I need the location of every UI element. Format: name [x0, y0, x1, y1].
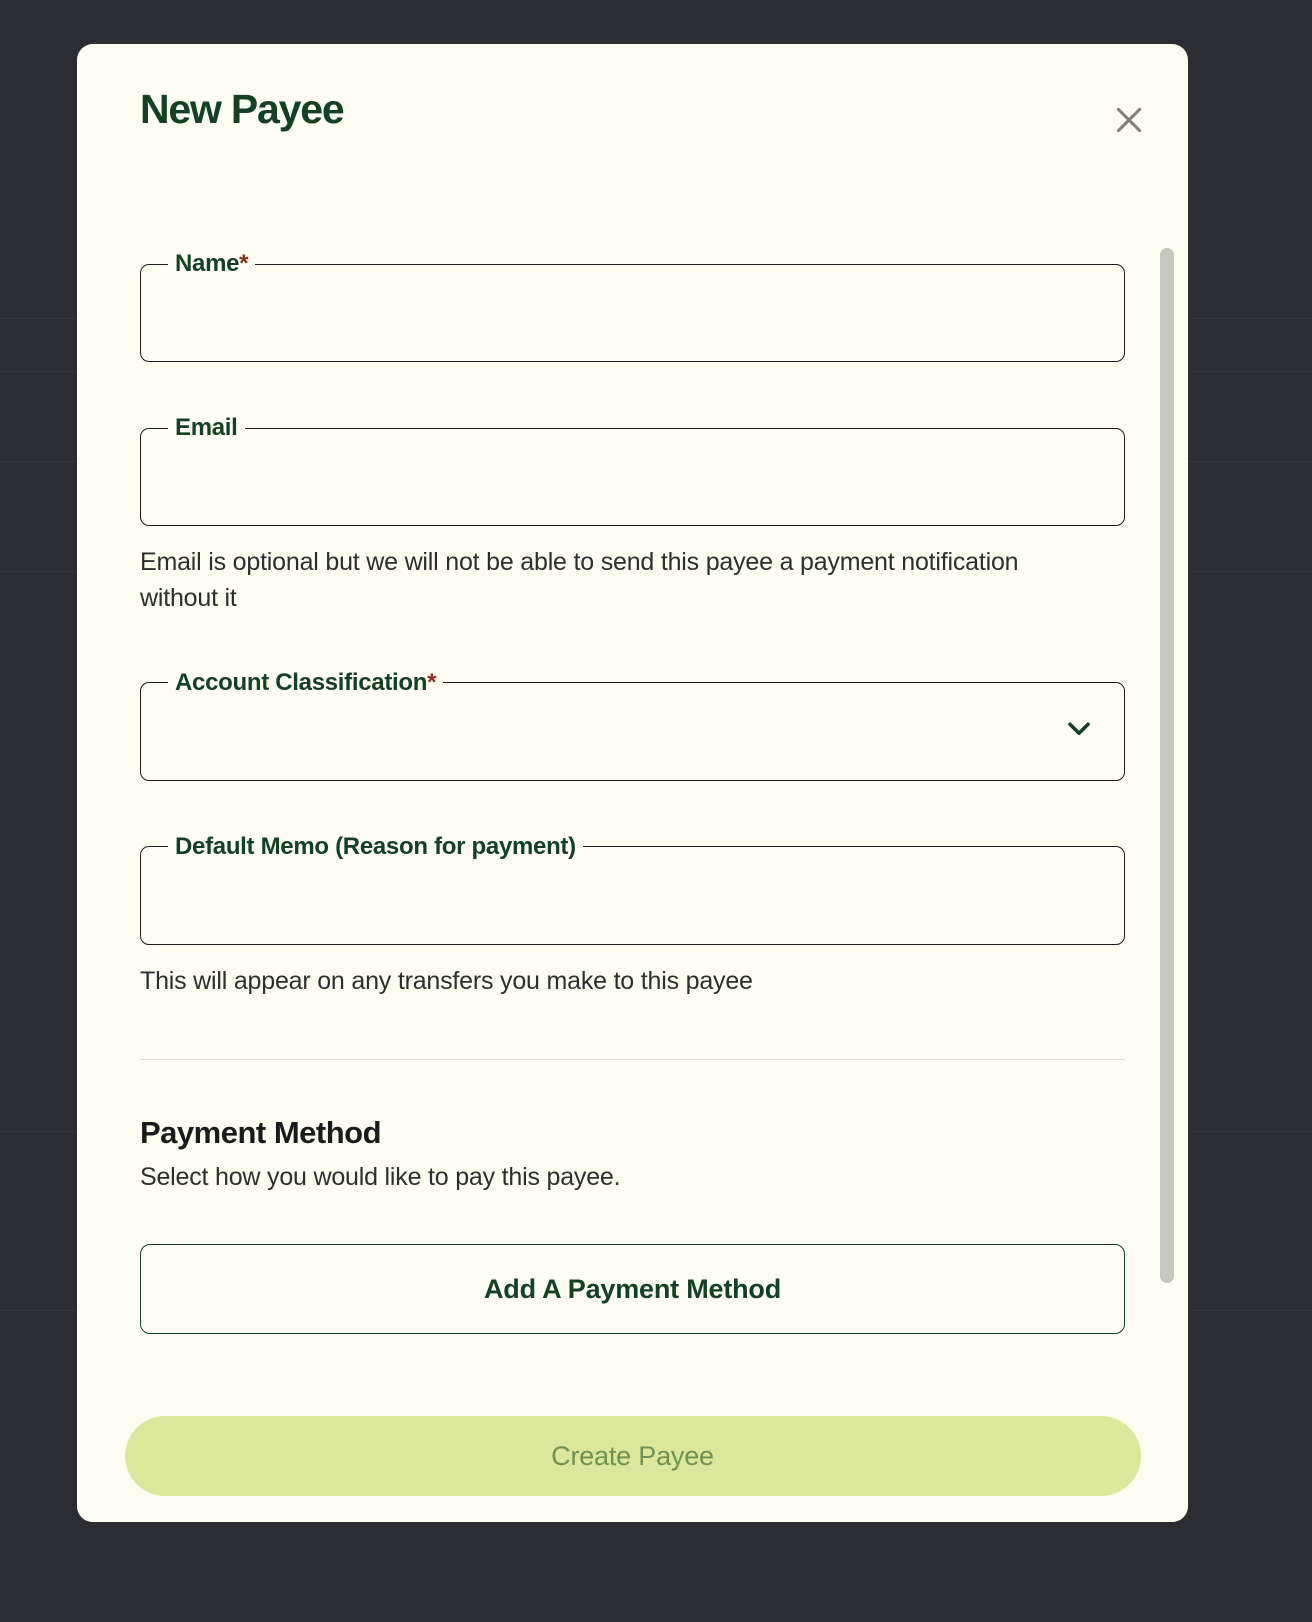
field-email [140, 416, 1125, 526]
field-name-label-text: Name [175, 250, 240, 277]
email-helper-text: Email is optional but we will not be able to send this payee a payment notification without it [140, 548, 1019, 612]
add-payment-method-button[interactable]: Add A Payment Method [140, 1244, 1125, 1334]
close-dialog-button[interactable] [1105, 96, 1153, 144]
scrollbar-thumb[interactable] [1160, 248, 1174, 1283]
new-payee-dialog [77, 44, 1188, 1522]
field-default-memo-label-text: Default Memo (Reason for payment) [175, 832, 576, 860]
field-account-classification-label-text: Account Classification [175, 668, 428, 696]
default-memo-input[interactable] [140, 847, 1125, 945]
dialog-header [77, 44, 1188, 194]
field-account-classification [140, 668, 1125, 781]
name-input[interactable] [140, 264, 1125, 362]
required-marker: * [427, 668, 437, 696]
required-marker: * [239, 250, 249, 277]
field-default-memo [140, 832, 1125, 945]
account-classification-select[interactable] [140, 683, 1125, 781]
dialog-footer [77, 1390, 1188, 1522]
field-email-label-text: Email [175, 414, 238, 441]
section-divider [140, 1059, 1125, 1060]
dialog-scroll-area[interactable] [77, 194, 1188, 1390]
chevron-down-icon[interactable] [1061, 710, 1097, 753]
dialog-title: New Payee [140, 86, 344, 132]
field-name [140, 252, 1125, 362]
payment-method-heading: Payment Method [140, 1115, 382, 1151]
default-memo-helper-text: This will appear on any transfers you make to this payee [140, 966, 753, 995]
email-input[interactable] [140, 428, 1125, 526]
close-icon [1112, 103, 1146, 137]
payment-method-subtitle: Select how you would like to pay this payee. [140, 1163, 621, 1192]
create-payee-button[interactable]: Create Payee [125, 1416, 1141, 1496]
